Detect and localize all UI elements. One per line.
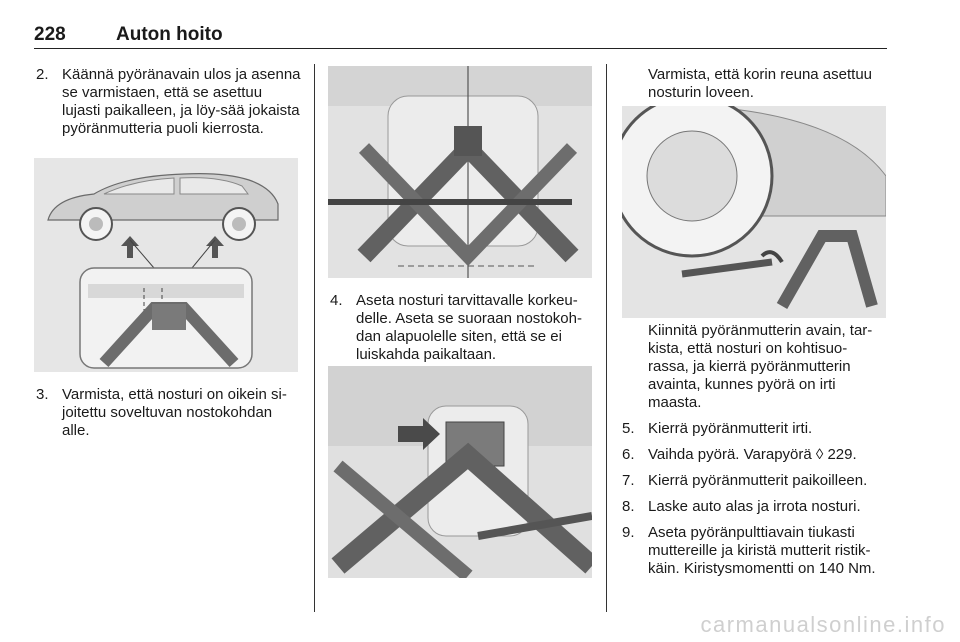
step-number: 4. bbox=[330, 292, 343, 309]
step-9 bbox=[622, 524, 888, 578]
note-text: Kiinnitä pyöränmutterin avain, tar-kista, että nosturi on kohtisuo-rassa, ja kierrä pyöränmutterin avainta, kunnes pyörä on irti maasta. bbox=[648, 322, 873, 411]
step-text: Kierrä pyöränmutterit irti. bbox=[648, 420, 813, 437]
figure-car-jack-points bbox=[34, 158, 298, 372]
column-3-intro bbox=[648, 66, 888, 102]
step-text: Kierrä pyöränmutterit paikoilleen. bbox=[648, 472, 868, 489]
step-text: Aseta nosturi tarvittavalle korkeu-delle. Aseta se suoraan nostokoh-dan alapuolelle siten, että se ei luiskahda paikaltaan. bbox=[356, 292, 582, 363]
column-3 bbox=[622, 322, 888, 586]
step-text: Laske auto alas ja irrota nosturi. bbox=[648, 498, 861, 515]
step-5 bbox=[622, 420, 888, 438]
step-7 bbox=[622, 472, 888, 490]
page-number: 228 bbox=[34, 24, 66, 45]
step-4 bbox=[330, 292, 596, 364]
column-1-lower bbox=[36, 386, 302, 448]
step-text: Aseta pyöränpulttiavain tiukasti muttereille ja kiristä mutterit ristik-käin. Kiristysmomentti on 140 Nm. bbox=[648, 524, 876, 577]
step-number: 9. bbox=[622, 524, 635, 541]
figure-jack-close-up bbox=[328, 66, 592, 278]
step-number: 2. bbox=[36, 66, 49, 83]
step-6 bbox=[622, 446, 888, 464]
step-2 bbox=[36, 66, 302, 138]
watermark: carmanualsonline.info bbox=[700, 612, 946, 637]
step-8 bbox=[622, 498, 888, 516]
column-divider-2 bbox=[606, 64, 607, 612]
step-text: Vaihda pyörä. Varapyörä ◊ 229. bbox=[648, 446, 857, 463]
page-header bbox=[34, 14, 887, 49]
step-number: 8. bbox=[622, 498, 635, 515]
step-number: 6. bbox=[622, 446, 635, 463]
step-text: Varmista, että nosturi on oikein si-joitettu soveltuvan nostokohdan alle. bbox=[62, 386, 287, 439]
step-3 bbox=[36, 386, 302, 440]
column-divider-1 bbox=[314, 64, 315, 612]
intro-text: Varmista, että korin reuna asettuu nosturin loveen. bbox=[648, 66, 873, 101]
column-2 bbox=[330, 292, 596, 372]
figure-jack-alignment bbox=[328, 366, 592, 578]
step-number: 3. bbox=[36, 386, 49, 403]
column-1 bbox=[36, 66, 302, 146]
step-number: 5. bbox=[622, 420, 635, 437]
figure-wheel-lifted bbox=[622, 106, 886, 318]
step-text: Käännä pyöränavain ulos ja asenna se varmistaen, että se asettuu lujasti paikalleen, ja löy-sää jokaista pyöränmutteria puoli kierrosta. bbox=[62, 66, 301, 137]
page-title: Auton hoito bbox=[116, 24, 223, 45]
step-number: 7. bbox=[622, 472, 635, 489]
